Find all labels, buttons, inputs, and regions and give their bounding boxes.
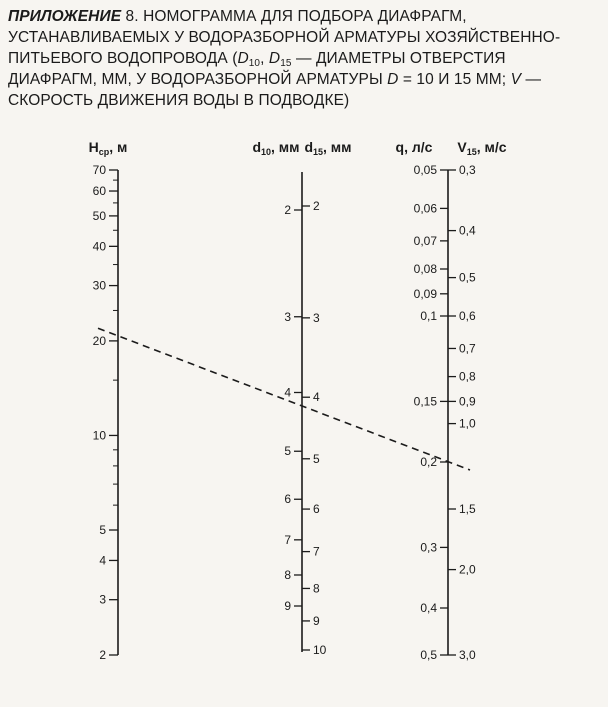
caption-line2: УСТАНАВЛИВАЕМЫХ У ВОДОРАЗБОРНОЙ АРМАТУРЫ ХОЗЯЙСТВЕННО- [8, 29, 561, 46]
d15-tick-label: 2 [313, 199, 320, 213]
d10-tick-label: 4 [284, 385, 291, 400]
d10-tick-label: 2 [284, 203, 291, 217]
h-axis-title: $H_{ср}$, м [88, 139, 128, 157]
caption-sub-15: 15 [280, 58, 292, 69]
h-tick-label: 4 [99, 553, 106, 568]
q-tick-label: 0,07 [413, 233, 437, 248]
q-tick-label: 0,2 [420, 454, 437, 469]
d10-axis-title: $d_{10}$, мм [252, 139, 300, 157]
d10-tick-label: 7 [284, 532, 291, 547]
v15-tick-label: 0,9 [459, 394, 476, 409]
h-tick-label: 2 [99, 648, 106, 662]
v15-tick-label: 0,3 [459, 163, 476, 177]
v15-tick-label: 1,0 [459, 416, 476, 431]
v15-tick-label: 3,0 [459, 648, 476, 662]
caption-line3a: ПИТЬЕВОГО ВОДОПРОВОДА ( [8, 50, 238, 67]
h-tick-label: 20 [92, 333, 106, 348]
caption-line5: СКОРОСТЬ ДВИЖЕНИЯ ВОДЫ В ПОДВОДКЕ) [8, 92, 350, 109]
caption-sym-d15: D [268, 50, 281, 67]
v15-tick-label: 1,5 [459, 502, 476, 517]
d10-tick-label: 9 [284, 599, 291, 613]
v15-axis-title: $V_{15}$, м/с [457, 139, 507, 157]
q-tick-label: 0,09 [413, 286, 437, 301]
d15-tick-label: 9 [313, 613, 320, 628]
d15-tick-label: 3 [313, 310, 320, 325]
q-tick-label: 0,06 [413, 201, 437, 216]
caption-number: 8. [121, 8, 139, 25]
caption-line4c: — [521, 71, 542, 88]
q-tick-label: 0,15 [413, 394, 437, 409]
v15-tick-label: 0,7 [459, 341, 476, 356]
caption-sym-v: V [510, 71, 522, 88]
h-tick-label: 70 [92, 163, 106, 177]
d15-tick-label: 7 [313, 544, 320, 559]
d15-tick-label: 6 [313, 502, 320, 517]
q-tick-label: 0,3 [420, 540, 437, 555]
v15-tick-label: 0,6 [459, 308, 476, 323]
q-axis-title: q, л/с [395, 139, 433, 155]
h-tick-label: 30 [92, 278, 106, 293]
q-tick-label: 0,1 [420, 308, 437, 323]
h-tick-label: 10 [92, 428, 106, 443]
caption-sym-d: D [387, 71, 399, 88]
q-tick-label: 0,05 [413, 163, 437, 177]
d10-tick-label: 8 [284, 567, 291, 582]
q-tick-label: 0,08 [413, 261, 437, 276]
v15-tick-label: 0,5 [459, 270, 476, 285]
caption-line1: НОМОГРАММА ДЛЯ ПОДБОРА ДИАФРАГМ, [138, 8, 467, 25]
d15-tick-label: 10 [313, 643, 327, 657]
d15-tick-label: 4 [313, 390, 320, 405]
d15-tick-label: 8 [313, 581, 320, 596]
caption-comma: , [260, 50, 269, 67]
q-tick-label: 0,4 [420, 600, 437, 615]
h-tick-label: 3 [99, 592, 106, 607]
h-tick-label: 40 [92, 239, 106, 254]
caption-line4a: ДИАФРАГМ, ММ, У ВОДОРАЗБОРНОЙ АРМАТУРЫ [8, 71, 388, 88]
caption-line4b: = 10 И 15 ММ; [398, 71, 511, 88]
caption-line3b: — ДИАМЕТРЫ ОТВЕРСТИЯ [291, 50, 506, 67]
h-tick-label: 60 [92, 184, 106, 199]
q-tick-label: 0,5 [420, 648, 437, 662]
v15-tick-label: 0,8 [459, 369, 476, 384]
h-tick-label: 50 [92, 208, 106, 223]
h-tick-label: 5 [99, 523, 106, 538]
d15-axis-title: $d_{15}$, мм [304, 139, 352, 157]
caption-sym-d10: D [237, 50, 249, 67]
d10-tick-label: 6 [284, 492, 291, 507]
d10-tick-label: 5 [284, 444, 291, 459]
d10-tick-label: 3 [284, 309, 291, 324]
d15-tick-label: 5 [313, 451, 320, 466]
caption-sub-10: 10 [248, 58, 261, 69]
v15-tick-label: 2,0 [459, 562, 476, 577]
caption-lead: ПРИЛОЖЕНИЕ [8, 8, 122, 25]
v15-tick-label: 0,4 [459, 223, 476, 238]
